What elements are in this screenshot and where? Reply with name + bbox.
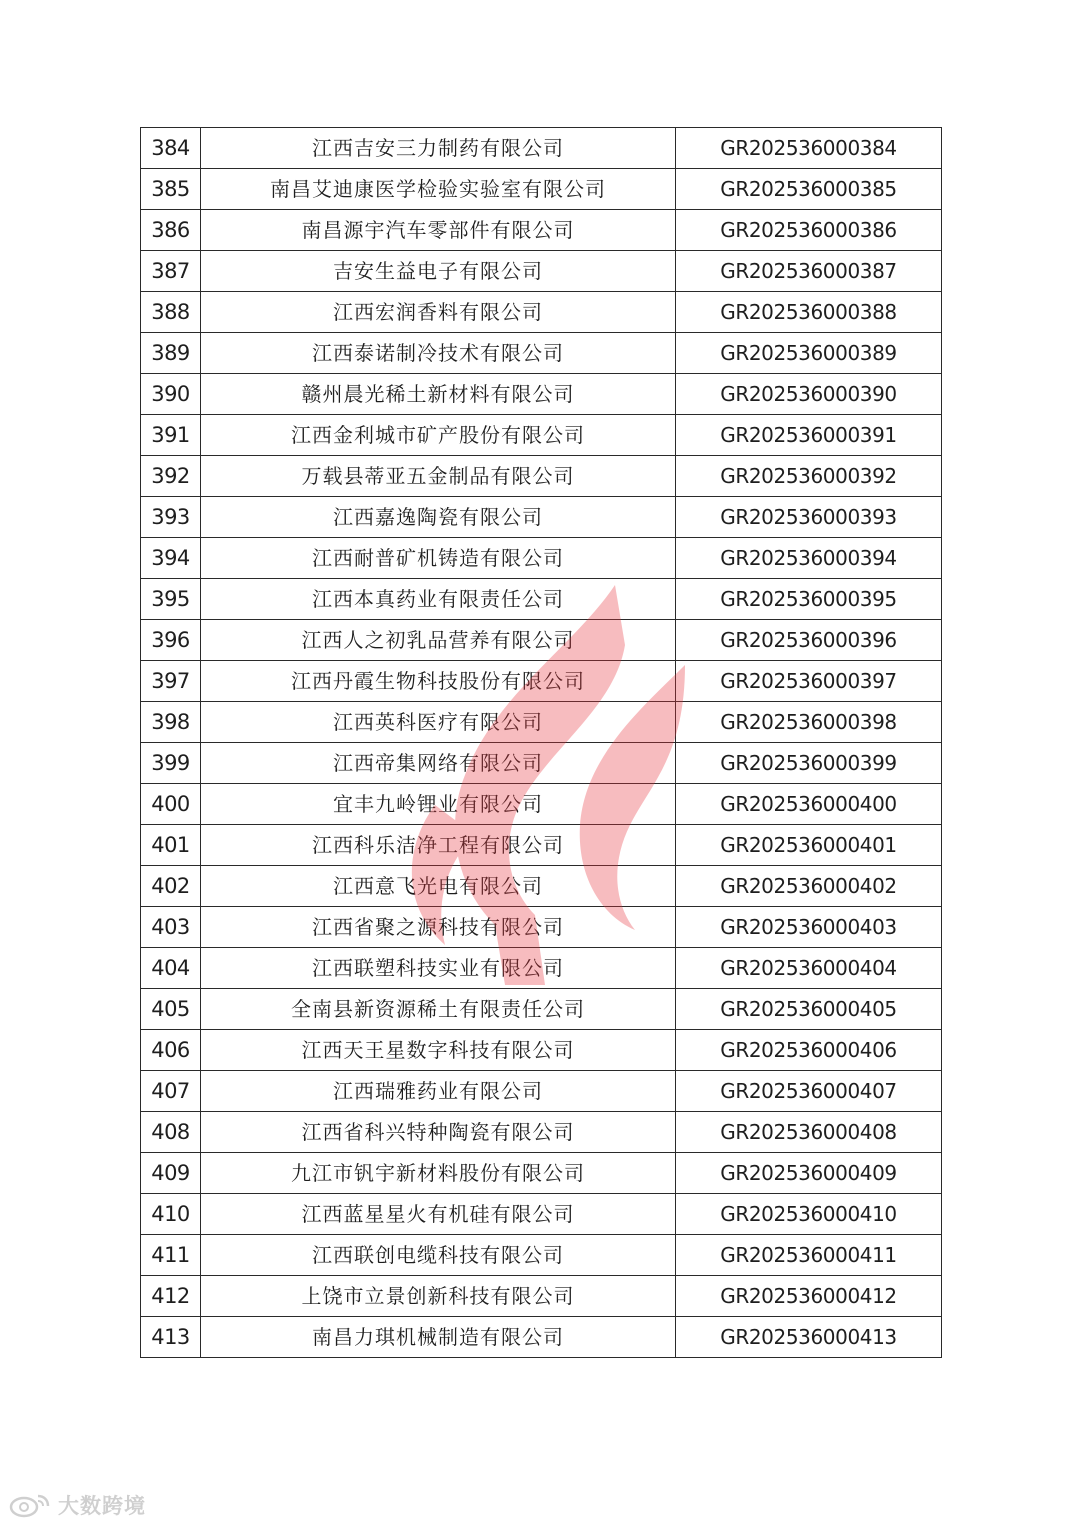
company-name-cell: 江西科乐洁净工程有限公司 [201,825,676,866]
row-number-cell: 409 [141,1153,201,1194]
row-number-cell: 390 [141,374,201,415]
table-row [141,579,942,620]
company-name-cell: 江西帝集网络有限公司 [201,743,676,784]
table-row [141,497,942,538]
row-number-cell: 404 [141,948,201,989]
table-row [141,743,942,784]
row-number-cell: 384 [141,128,201,169]
certificate-code-cell: GR202536000412 [676,1276,942,1317]
company-name-cell: 九江市钒宇新材料股份有限公司 [201,1153,676,1194]
certificate-code-cell: GR202536000404 [676,948,942,989]
certificate-code-cell: GR202536000401 [676,825,942,866]
certificate-code-cell: GR202536000388 [676,292,942,333]
table-row [141,333,942,374]
company-list-table [140,127,942,1358]
row-number-cell: 407 [141,1071,201,1112]
row-number-cell: 391 [141,415,201,456]
certificate-code-cell: GR202536000408 [676,1112,942,1153]
table-row [141,866,942,907]
company-name-cell: 江西金利城市矿产股份有限公司 [201,415,676,456]
row-number-cell: 398 [141,702,201,743]
table-row [141,1235,942,1276]
company-name-cell: 江西蓝星星火有机硅有限公司 [201,1194,676,1235]
row-number-cell: 412 [141,1276,201,1317]
company-name-cell: 江西瑞雅药业有限公司 [201,1071,676,1112]
table-row [141,1030,942,1071]
table-row [141,825,942,866]
table-row [141,415,942,456]
certificate-code-cell: GR202536000390 [676,374,942,415]
company-name-cell: 江西英科医疗有限公司 [201,702,676,743]
company-name-cell: 全南县新资源稀土有限责任公司 [201,989,676,1030]
certificate-code-cell: GR202536000413 [676,1317,942,1358]
company-name-cell: 江西耐普矿机铸造有限公司 [201,538,676,579]
row-number-cell: 405 [141,989,201,1030]
footer-brand-text: 大数跨境 [58,1494,146,1518]
company-name-cell: 江西嘉逸陶瓷有限公司 [201,497,676,538]
row-number-cell: 397 [141,661,201,702]
certificate-code-cell: GR202536000398 [676,702,942,743]
row-number-cell: 411 [141,1235,201,1276]
row-number-cell: 401 [141,825,201,866]
table-row [141,251,942,292]
table-row [141,374,942,415]
certificate-code-cell: GR202536000393 [676,497,942,538]
table-row [141,989,942,1030]
row-number-cell: 393 [141,497,201,538]
company-name-cell: 吉安生益电子有限公司 [201,251,676,292]
row-number-cell: 385 [141,169,201,210]
certificate-code-cell: GR202536000409 [676,1153,942,1194]
company-name-cell: 江西泰诺制冷技术有限公司 [201,333,676,374]
row-number-cell: 392 [141,456,201,497]
certificate-code-cell: GR202536000386 [676,210,942,251]
company-name-cell: 南昌艾迪康医学检验实验室有限公司 [201,169,676,210]
row-number-cell: 387 [141,251,201,292]
row-number-cell: 413 [141,1317,201,1358]
company-name-cell: 江西本真药业有限责任公司 [201,579,676,620]
table-row [141,661,942,702]
row-number-cell: 389 [141,333,201,374]
certificate-code-cell: GR202536000385 [676,169,942,210]
certificate-code-cell: GR202536000402 [676,866,942,907]
weibo-icon [8,1492,52,1518]
table-row [141,456,942,497]
certificate-code-cell: GR202536000399 [676,743,942,784]
company-name-cell: 南昌源宇汽车零部件有限公司 [201,210,676,251]
certificate-code-cell: GR202536000384 [676,128,942,169]
row-number-cell: 402 [141,866,201,907]
table-body [141,128,942,1358]
certificate-code-cell: GR202536000396 [676,620,942,661]
table-row [141,1317,942,1358]
company-name-cell: 江西省聚之源科技有限公司 [201,907,676,948]
company-name-cell: 江西意飞光电有限公司 [201,866,676,907]
row-number-cell: 395 [141,579,201,620]
certificate-code-cell: GR202536000407 [676,1071,942,1112]
company-name-cell: 宜丰九岭锂业有限公司 [201,784,676,825]
table-row [141,128,942,169]
certificate-code-cell: GR202536000394 [676,538,942,579]
table-row [141,1071,942,1112]
certificate-code-cell: GR202536000392 [676,456,942,497]
table-row [141,1194,942,1235]
certificate-code-cell: GR202536000389 [676,333,942,374]
row-number-cell: 396 [141,620,201,661]
table-row [141,702,942,743]
table-row [141,169,942,210]
table-row [141,1276,942,1317]
company-name-cell: 上饶市立景创新科技有限公司 [201,1276,676,1317]
table-row [141,784,942,825]
certificate-code-cell: GR202536000406 [676,1030,942,1071]
row-number-cell: 386 [141,210,201,251]
certificate-code-cell: GR202536000391 [676,415,942,456]
company-name-cell: 江西丹霞生物科技股份有限公司 [201,661,676,702]
company-name-cell: 江西人之初乳品营养有限公司 [201,620,676,661]
row-number-cell: 400 [141,784,201,825]
company-name-cell: 江西省科兴特种陶瓷有限公司 [201,1112,676,1153]
company-name-cell: 江西宏润香料有限公司 [201,292,676,333]
table-row [141,620,942,661]
company-name-cell: 江西吉安三力制药有限公司 [201,128,676,169]
certificate-code-cell: GR202536000395 [676,579,942,620]
footer-brand [8,1490,146,1520]
company-name-cell: 江西联塑科技实业有限公司 [201,948,676,989]
company-name-cell: 万载县蒂亚五金制品有限公司 [201,456,676,497]
company-name-cell: 赣州晨光稀土新材料有限公司 [201,374,676,415]
certificate-code-cell: GR202536000397 [676,661,942,702]
company-name-cell: 南昌力琪机械制造有限公司 [201,1317,676,1358]
company-name-cell: 江西联创电缆科技有限公司 [201,1235,676,1276]
certificate-code-cell: GR202536000403 [676,907,942,948]
table-row [141,210,942,251]
row-number-cell: 406 [141,1030,201,1071]
table-row [141,1153,942,1194]
row-number-cell: 408 [141,1112,201,1153]
row-number-cell: 410 [141,1194,201,1235]
row-number-cell: 388 [141,292,201,333]
certificate-code-cell: GR202536000411 [676,1235,942,1276]
company-name-cell: 江西天王星数字科技有限公司 [201,1030,676,1071]
certificate-code-cell: GR202536000387 [676,251,942,292]
certificate-code-cell: GR202536000405 [676,989,942,1030]
row-number-cell: 403 [141,907,201,948]
table-row [141,948,942,989]
table-row [141,1112,942,1153]
table-row [141,292,942,333]
table-row [141,907,942,948]
certificate-code-cell: GR202536000400 [676,784,942,825]
row-number-cell: 394 [141,538,201,579]
certificate-code-cell: GR202536000410 [676,1194,942,1235]
row-number-cell: 399 [141,743,201,784]
table-row [141,538,942,579]
